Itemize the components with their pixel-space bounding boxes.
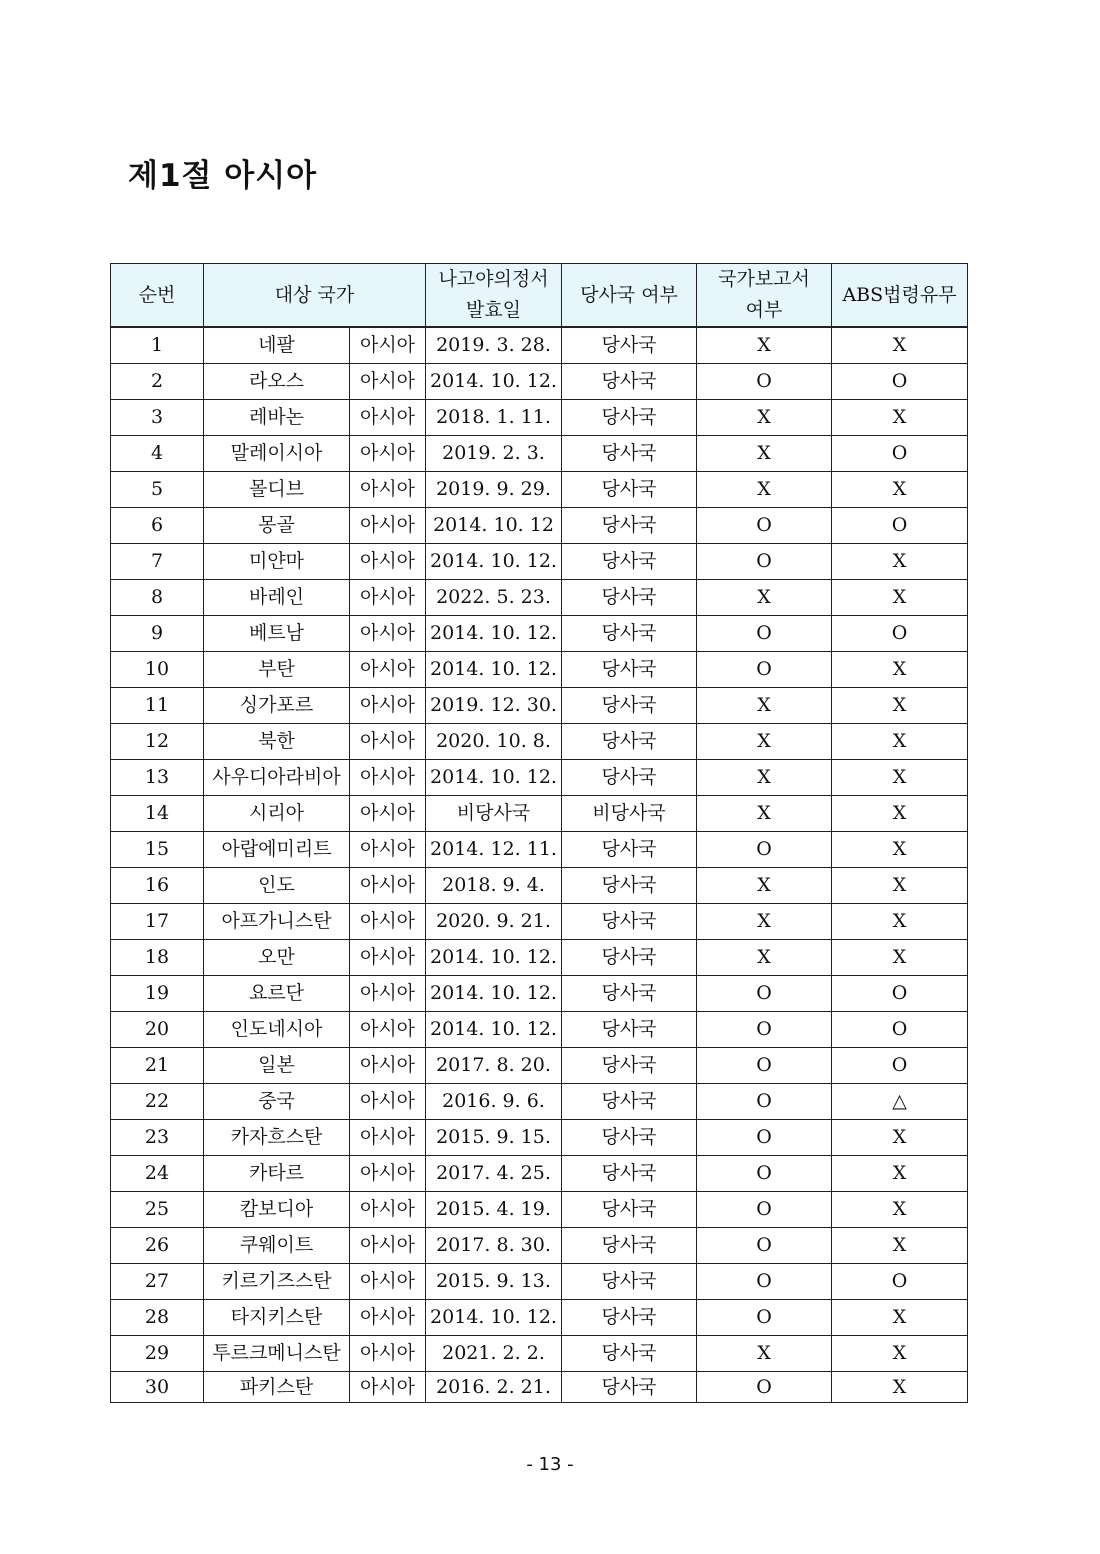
cell-party: 당사국 (562, 436, 697, 472)
cell-region: 아시아 (350, 580, 426, 616)
table-row (111, 544, 968, 580)
cell-abs: X (832, 1228, 968, 1264)
cell-party: 당사국 (562, 1192, 697, 1228)
cell-date: 2015. 9. 13. (426, 1264, 562, 1300)
cell-no: 3 (111, 400, 204, 436)
cell-region: 아시아 (350, 472, 426, 508)
cell-party: 당사국 (562, 940, 697, 976)
cell-party: 당사국 (562, 1084, 697, 1120)
cell-no: 9 (111, 616, 204, 652)
cell-date: 2014. 10. 12. (426, 364, 562, 400)
cell-abs: X (832, 1300, 968, 1336)
cell-date: 2015. 4. 19. (426, 1192, 562, 1228)
cell-party: 당사국 (562, 652, 697, 688)
cell-abs: X (832, 1336, 968, 1372)
cell-country: 네팔 (204, 327, 350, 364)
cell-no: 14 (111, 796, 204, 832)
cell-abs: X (832, 688, 968, 724)
cell-abs: X (832, 1156, 968, 1192)
cell-abs: X (832, 472, 968, 508)
cell-report: O (697, 364, 832, 400)
cell-date: 2018. 9. 4. (426, 868, 562, 904)
table-row (111, 688, 968, 724)
cell-report: X (697, 1336, 832, 1372)
cell-abs: O (832, 1048, 968, 1084)
cell-no: 5 (111, 472, 204, 508)
cell-party: 당사국 (562, 760, 697, 796)
cell-region: 아시아 (350, 652, 426, 688)
cell-abs: X (832, 400, 968, 436)
cell-abs: X (832, 868, 968, 904)
cell-abs: X (832, 796, 968, 832)
cell-report: X (697, 688, 832, 724)
cell-date: 2014. 10. 12 (426, 508, 562, 544)
cell-report: O (697, 1084, 832, 1120)
cell-report: X (697, 472, 832, 508)
cell-no: 4 (111, 436, 204, 472)
table-row (111, 1336, 968, 1372)
cell-region: 아시아 (350, 400, 426, 436)
cell-country: 인도 (204, 868, 350, 904)
header-report-line1: 국가보고서 (718, 268, 810, 290)
cell-region: 아시아 (350, 724, 426, 760)
cell-region: 아시아 (350, 832, 426, 868)
cell-date: 2017. 8. 30. (426, 1228, 562, 1264)
cell-region: 아시아 (350, 904, 426, 940)
table-row (111, 724, 968, 760)
cell-party: 당사국 (562, 1264, 697, 1300)
cell-date: 2014. 10. 12. (426, 652, 562, 688)
cell-party: 당사국 (562, 1048, 697, 1084)
cell-country: 타지키스탄 (204, 1300, 350, 1336)
cell-abs: X (832, 724, 968, 760)
cell-report: O (697, 1228, 832, 1264)
cell-abs: X (832, 652, 968, 688)
cell-abs: X (832, 832, 968, 868)
cell-report: O (697, 1120, 832, 1156)
section-title: 제1절 아시아 (128, 158, 318, 194)
cell-region: 아시아 (350, 1300, 426, 1336)
cell-no: 19 (111, 976, 204, 1012)
cell-report: O (697, 1264, 832, 1300)
cell-date: 2014. 10. 12. (426, 1300, 562, 1336)
cell-report: O (697, 544, 832, 580)
cell-date: 2017. 4. 25. (426, 1156, 562, 1192)
cell-report: O (697, 832, 832, 868)
cell-no: 15 (111, 832, 204, 868)
table-row (111, 616, 968, 652)
cell-report: X (697, 436, 832, 472)
cell-report: X (697, 580, 832, 616)
cell-country: 요르단 (204, 976, 350, 1012)
header-nagoya-line1: 나고야의정서 (438, 268, 549, 290)
cell-country: 부탄 (204, 652, 350, 688)
cell-country: 몰디브 (204, 472, 350, 508)
cell-party: 비당사국 (562, 796, 697, 832)
cell-party: 당사국 (562, 868, 697, 904)
cell-country: 사우디아라비아 (204, 760, 350, 796)
table-row (111, 652, 968, 688)
cell-date: 2018. 1. 11. (426, 400, 562, 436)
cell-date: 2016. 9. 6. (426, 1084, 562, 1120)
table-row (111, 1372, 968, 1403)
cell-date: 2020. 9. 21. (426, 904, 562, 940)
cell-date: 2014. 12. 11. (426, 832, 562, 868)
page-number: - 13 - (526, 1454, 574, 1475)
cell-date: 2019. 2. 3. (426, 436, 562, 472)
table-row (111, 400, 968, 436)
cell-region: 아시아 (350, 364, 426, 400)
cell-abs: O (832, 1012, 968, 1048)
cell-no: 7 (111, 544, 204, 580)
table-row (111, 1228, 968, 1264)
table-row (111, 1156, 968, 1192)
cell-abs: O (832, 364, 968, 400)
cell-party: 당사국 (562, 580, 697, 616)
cell-country: 라오스 (204, 364, 350, 400)
cell-date: 2022. 5. 23. (426, 580, 562, 616)
cell-country: 레바논 (204, 400, 350, 436)
cell-date: 2019. 9. 29. (426, 472, 562, 508)
cell-report: X (697, 904, 832, 940)
cell-region: 아시아 (350, 544, 426, 580)
cell-country: 일본 (204, 1048, 350, 1084)
cell-region: 아시아 (350, 1336, 426, 1372)
table-header-row (111, 264, 968, 328)
cell-no: 30 (111, 1372, 204, 1403)
cell-report: O (697, 1372, 832, 1403)
cell-report: X (697, 327, 832, 364)
cell-party: 당사국 (562, 1336, 697, 1372)
table-row (111, 832, 968, 868)
cell-date: 2021. 2. 2. (426, 1336, 562, 1372)
header-country: 대상 국가 (204, 264, 426, 328)
cell-no: 1 (111, 327, 204, 364)
cell-report: X (697, 868, 832, 904)
cell-abs: X (832, 760, 968, 796)
cell-region: 아시아 (350, 868, 426, 904)
cell-party: 당사국 (562, 544, 697, 580)
cell-date: 2014. 10. 12. (426, 760, 562, 796)
cell-region: 아시아 (350, 436, 426, 472)
header-report-line2: 여부 (745, 299, 783, 321)
cell-no: 25 (111, 1192, 204, 1228)
cell-no: 23 (111, 1120, 204, 1156)
table-row (111, 580, 968, 616)
cell-country: 카타르 (204, 1156, 350, 1192)
cell-abs: X (832, 940, 968, 976)
cell-region: 아시아 (350, 1012, 426, 1048)
cell-report: O (697, 1048, 832, 1084)
cell-country: 아프가니스탄 (204, 904, 350, 940)
cell-region: 아시아 (350, 940, 426, 976)
cell-no: 26 (111, 1228, 204, 1264)
table-row (111, 1048, 968, 1084)
cell-country: 키르기즈스탄 (204, 1264, 350, 1300)
cell-date: 2014. 10. 12. (426, 616, 562, 652)
cell-abs: O (832, 616, 968, 652)
cell-no: 16 (111, 868, 204, 904)
cell-country: 몽골 (204, 508, 350, 544)
cell-country: 캄보디아 (204, 1192, 350, 1228)
cell-no: 12 (111, 724, 204, 760)
table-row (111, 436, 968, 472)
table-row (111, 868, 968, 904)
cell-no: 10 (111, 652, 204, 688)
cell-region: 아시아 (350, 327, 426, 364)
cell-report: O (697, 616, 832, 652)
cell-report: X (697, 724, 832, 760)
cell-country: 시리아 (204, 796, 350, 832)
table-row (111, 796, 968, 832)
cell-party: 당사국 (562, 724, 697, 760)
cell-abs: O (832, 1264, 968, 1300)
cell-report: O (697, 652, 832, 688)
cell-no: 24 (111, 1156, 204, 1192)
cell-date: 2017. 8. 20. (426, 1048, 562, 1084)
cell-country: 파키스탄 (204, 1372, 350, 1403)
cell-abs: X (832, 327, 968, 364)
table-row (111, 472, 968, 508)
table-row (111, 1192, 968, 1228)
cell-party: 당사국 (562, 1120, 697, 1156)
table-row (111, 1012, 968, 1048)
cell-abs: O (832, 508, 968, 544)
cell-party: 당사국 (562, 1300, 697, 1336)
cell-party: 당사국 (562, 327, 697, 364)
cell-abs: X (832, 904, 968, 940)
cell-region: 아시아 (350, 616, 426, 652)
cell-party: 당사국 (562, 1012, 697, 1048)
cell-region: 아시아 (350, 976, 426, 1012)
cell-no: 13 (111, 760, 204, 796)
cell-report: O (697, 508, 832, 544)
cell-party: 당사국 (562, 1228, 697, 1264)
table-row (111, 1084, 968, 1120)
header-abs: ABS법령유무 (832, 264, 968, 328)
cell-region: 아시아 (350, 508, 426, 544)
cell-abs: X (832, 580, 968, 616)
cell-party: 당사국 (562, 1156, 697, 1192)
cell-country: 바레인 (204, 580, 350, 616)
cell-date: 비당사국 (426, 796, 562, 832)
cell-party: 당사국 (562, 508, 697, 544)
cell-report: X (697, 400, 832, 436)
cell-party: 당사국 (562, 472, 697, 508)
cell-country: 중국 (204, 1084, 350, 1120)
table-row (111, 1120, 968, 1156)
cell-date: 2014. 10. 12. (426, 544, 562, 580)
cell-date: 2014. 10. 12. (426, 1012, 562, 1048)
cell-abs: X (832, 1120, 968, 1156)
table-row (111, 904, 968, 940)
cell-report: X (697, 760, 832, 796)
cell-country: 북한 (204, 724, 350, 760)
cell-region: 아시아 (350, 1372, 426, 1403)
cell-country: 미얀마 (204, 544, 350, 580)
header-no: 순번 (111, 264, 204, 328)
cell-no: 22 (111, 1084, 204, 1120)
cell-date: 2014. 10. 12. (426, 940, 562, 976)
cell-party: 당사국 (562, 688, 697, 724)
cell-country: 말레이시아 (204, 436, 350, 472)
cell-party: 당사국 (562, 1372, 697, 1403)
cell-date: 2016. 2. 21. (426, 1372, 562, 1403)
table-row (111, 1300, 968, 1336)
table-row (111, 976, 968, 1012)
cell-no: 29 (111, 1336, 204, 1372)
cell-region: 아시아 (350, 1120, 426, 1156)
asia-country-table (110, 263, 968, 1403)
cell-abs: X (832, 1372, 968, 1403)
cell-party: 당사국 (562, 616, 697, 652)
table-row (111, 760, 968, 796)
cell-no: 21 (111, 1048, 204, 1084)
table-row (111, 364, 968, 400)
cell-region: 아시아 (350, 1084, 426, 1120)
cell-no: 28 (111, 1300, 204, 1336)
cell-no: 18 (111, 940, 204, 976)
cell-abs: O (832, 436, 968, 472)
cell-region: 아시아 (350, 1048, 426, 1084)
cell-country: 싱가포르 (204, 688, 350, 724)
cell-no: 17 (111, 904, 204, 940)
cell-region: 아시아 (350, 1264, 426, 1300)
header-nagoya-line2: 발효일 (465, 299, 522, 321)
cell-country: 아랍에미리트 (204, 832, 350, 868)
cell-region: 아시아 (350, 1228, 426, 1264)
cell-party: 당사국 (562, 904, 697, 940)
cell-no: 20 (111, 1012, 204, 1048)
cell-country: 투르크메니스탄 (204, 1336, 350, 1372)
cell-region: 아시아 (350, 688, 426, 724)
cell-date: 2015. 9. 15. (426, 1120, 562, 1156)
cell-region: 아시아 (350, 1192, 426, 1228)
cell-report: O (697, 1300, 832, 1336)
header-party: 당사국 여부 (562, 264, 697, 328)
cell-date: 2014. 10. 12. (426, 976, 562, 1012)
cell-country: 베트남 (204, 616, 350, 652)
cell-party: 당사국 (562, 976, 697, 1012)
cell-date: 2019. 12. 30. (426, 688, 562, 724)
cell-party: 당사국 (562, 832, 697, 868)
cell-region: 아시아 (350, 1156, 426, 1192)
cell-no: 2 (111, 364, 204, 400)
cell-report: O (697, 1012, 832, 1048)
cell-abs: O (832, 976, 968, 1012)
cell-abs: △ (832, 1084, 968, 1120)
cell-region: 아시아 (350, 796, 426, 832)
cell-abs: X (832, 544, 968, 580)
cell-report: O (697, 1192, 832, 1228)
cell-date: 2019. 3. 28. (426, 327, 562, 364)
cell-report: O (697, 976, 832, 1012)
table-row (111, 508, 968, 544)
cell-report: O (697, 1156, 832, 1192)
cell-date: 2020. 10. 8. (426, 724, 562, 760)
header-nagoya-date (426, 264, 562, 328)
cell-no: 27 (111, 1264, 204, 1300)
cell-abs: X (832, 1192, 968, 1228)
cell-country: 오만 (204, 940, 350, 976)
cell-party: 당사국 (562, 364, 697, 400)
cell-report: X (697, 796, 832, 832)
cell-no: 6 (111, 508, 204, 544)
cell-no: 8 (111, 580, 204, 616)
cell-region: 아시아 (350, 760, 426, 796)
table-row (111, 327, 968, 364)
cell-country: 쿠웨이트 (204, 1228, 350, 1264)
cell-party: 당사국 (562, 400, 697, 436)
cell-country: 인도네시아 (204, 1012, 350, 1048)
cell-no: 11 (111, 688, 204, 724)
table-row (111, 1264, 968, 1300)
cell-country: 카자흐스탄 (204, 1120, 350, 1156)
cell-report: X (697, 940, 832, 976)
table-row (111, 940, 968, 976)
table-body (111, 327, 968, 1403)
header-report (697, 264, 832, 328)
